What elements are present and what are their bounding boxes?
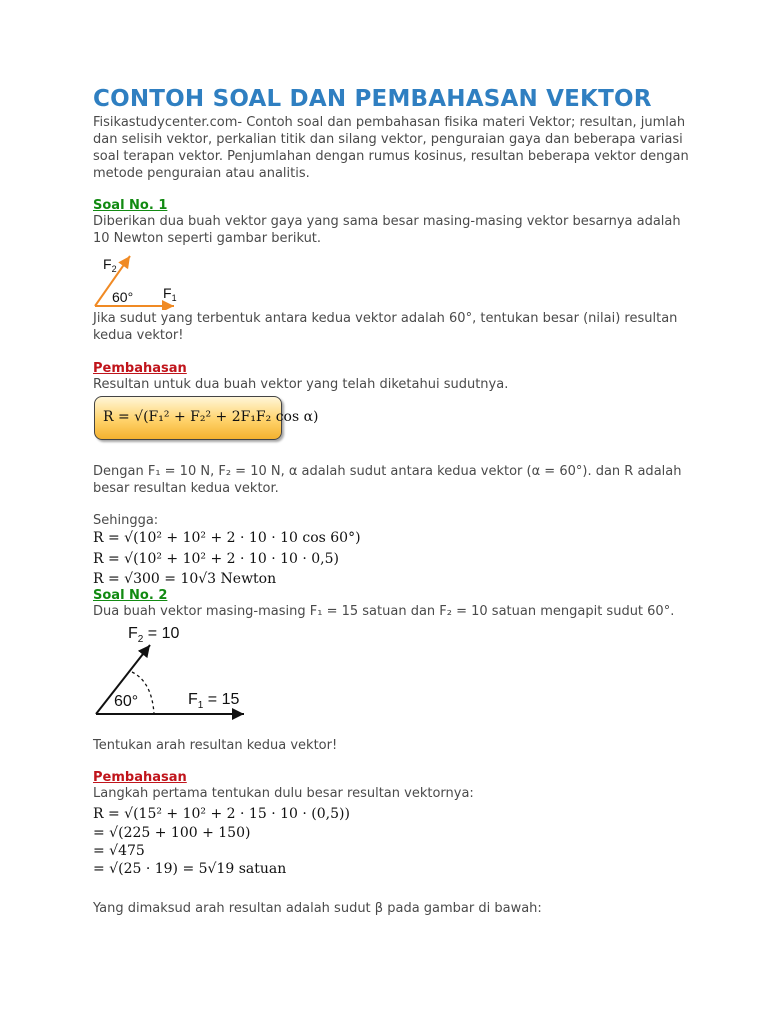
soal1-text: Diberikan dua buah vektor gaya yang sama besar masing-masing vektor besarnya adalah 10 Newton seperti gambar berikut. bbox=[93, 214, 681, 246]
soal2-heading-wrap bbox=[93, 587, 693, 604]
soal1-heading-wrap bbox=[93, 197, 693, 214]
vector-diagram-1 bbox=[92, 250, 192, 310]
soal2-question: Tentukan arah resultan kedua vektor! bbox=[93, 738, 338, 753]
f1-label: $F_1 = 15$ bbox=[188, 691, 240, 711]
calc2-line2: = √(225 + 100 + 150) bbox=[93, 825, 251, 841]
pembahasan1-heading[interactable]: Pembahasan bbox=[93, 361, 187, 376]
pembahasan1-heading-wrap bbox=[93, 360, 693, 377]
soal2-text: Dua buah vektor masing-masing F₁ = 15 satuan dan F₂ = 10 satuan mengapit sudut 60°. bbox=[93, 604, 675, 619]
pembahasan1-explain: Dengan F₁ = 10 N, F₂ = 10 N, α adalah sudut antara kedua vektor (α = 60°). dan R adalah besar resultan kedua vektor. bbox=[93, 464, 682, 496]
pembahasan2-heading[interactable]: Pembahasan bbox=[93, 770, 187, 785]
resultant-formula: R = √(F₁² + F₂² + 2F₁F₂ cos α) bbox=[103, 409, 319, 425]
calc1-line2: R = √(10² + 10² + 2 · 10 · 10 · 0,5) bbox=[93, 551, 339, 567]
f1-label: $F_1$ bbox=[163, 285, 177, 303]
pembahasan2-text: Langkah pertama tentukan dulu besar resultan vektornya: bbox=[93, 786, 474, 801]
f2-label: $F_2 = 10$ bbox=[128, 625, 180, 645]
angle-label: 60° bbox=[114, 693, 139, 710]
angle-label: 60° bbox=[112, 289, 134, 305]
pembahasan2-heading-wrap bbox=[93, 769, 693, 786]
pembahasan1-text: Resultan untuk dua buah vektor yang telah diketahui sudutnya. bbox=[93, 377, 509, 392]
calc2-line4: = √(25 · 19) = 5√19 satuan bbox=[93, 861, 287, 877]
sehingga-label: Sehingga: bbox=[93, 513, 159, 528]
soal1-question: Jika sudut yang terbentuk antara kedua vektor adalah 60°, tentukan besar (nilai) resultan kedua vektor! bbox=[93, 311, 678, 343]
calc2-line1: R = √(15² + 10² + 2 · 15 · 10 · (0,5)) bbox=[93, 806, 350, 822]
vector-diagram-2 bbox=[92, 620, 262, 720]
page-title: CONTOH SOAL DAN PEMBAHASAN VEKTOR bbox=[93, 86, 652, 112]
resultant-formula-box bbox=[94, 396, 319, 440]
soal2-heading[interactable]: Soal No. 2 bbox=[93, 588, 168, 603]
calc2-line3: = √475 bbox=[93, 843, 145, 859]
f2-label: $F_2$ bbox=[103, 256, 117, 274]
intro-paragraph: Fisikastudycenter.com- Contoh soal dan pembahasan fisika materi Vektor; resultan, jumlah dan selisih vektor, perkalian titik dan silang vektor, penguraian gaya dan beberapa variasi soal terapan vektor. Penjumlahan dengan rumus kosinus, resultan beberapa vektor dengan metode penguraian atau analitis. bbox=[93, 115, 689, 181]
calc1-line3: R = √300 = 10√3 Newton bbox=[93, 571, 277, 587]
calc1-line1: R = √(10² + 10² + 2 · 10 · 10 cos 60°) bbox=[93, 530, 361, 546]
soal1-heading[interactable]: Soal No. 1 bbox=[93, 198, 168, 213]
closing-text: Yang dimaksud arah resultan adalah sudut β pada gambar di bawah: bbox=[93, 901, 542, 916]
